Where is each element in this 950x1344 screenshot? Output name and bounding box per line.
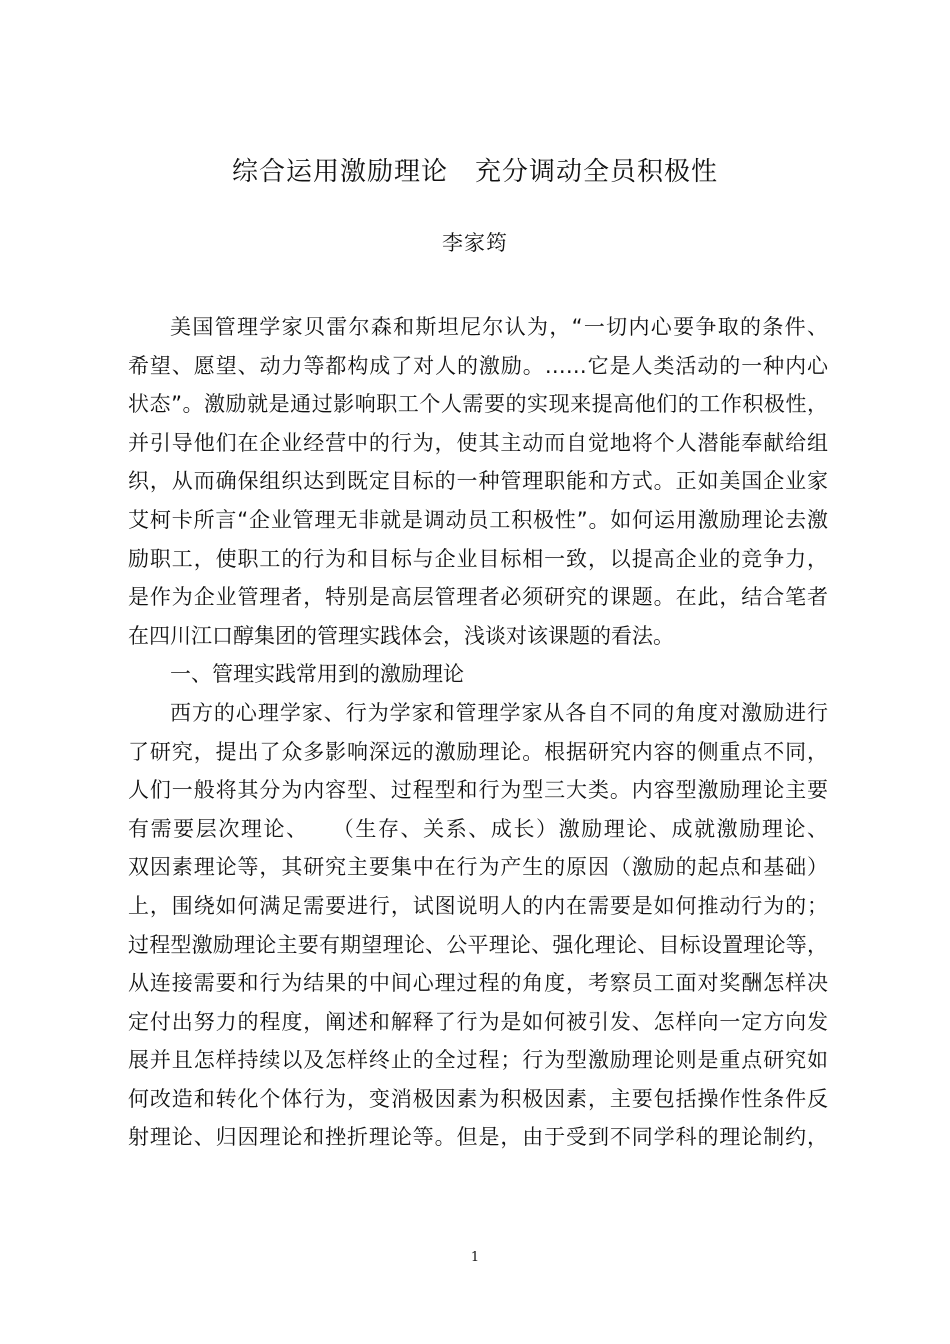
body-text-line: 上，围绕如何满足需要进行，试图说明人的内在需要是如何推动行为的； (128, 893, 828, 918)
document-title: 综合运用激励理论 充分调动全员积极性 (231, 157, 718, 187)
body-text-line: 织，从而确保组织达到既定目标的一种管理职能和方式。正如美国企业家 (128, 469, 828, 494)
body-text-line: 西方的心理学家、行为学家和管理学家从各自不同的角度对激励进行 (170, 700, 828, 725)
body-text-line: 定付出努力的程度，阐述和解释了行为是如何被引发、怎样向一定方向发 (128, 1009, 828, 1034)
body-text-line: 状态”。激励就是通过影响职工个人需要的实现来提高他们的工作积极性， (128, 392, 828, 417)
body-text-line: 励职工，使职工的行为和目标与企业目标相一致，以提高企业的竞争力， (128, 546, 828, 571)
body-text-line: 何改造和转化个体行为，变消极因素为积极因素，主要包括操作性条件反 (128, 1086, 828, 1111)
body-text-line: 在四川江口醇集团的管理实践体会，浅谈对该课题的看法。 (128, 623, 674, 648)
document-body (128, 308, 828, 1157)
body-text-line: 并引导他们在企业经营中的行为，使其主动而自觉地将个人潜能奉献给组 (128, 430, 828, 455)
body-text-line: 希望、愿望、动力等都构成了对人的激励。……它是人类活动的一种内心 (128, 353, 828, 378)
body-text-line: 是作为企业管理者，特别是高层管理者必须研究的课题。在此，结合笔者 (128, 585, 828, 610)
body-text-line: 过程型激励理论主要有期望理论、公平理论、强化理论、目标设置理论等， (128, 932, 828, 957)
body-text-line: 射理论、归因理论和挫折理论等。但是，由于受到不同学科的理论制约， (128, 1125, 828, 1150)
body-text-line: 双因素理论等，其研究主要集中在行为产生的原因（激励的起点和基础） (128, 855, 828, 880)
body-text-line: 展并且怎样持续以及怎样终止的全过程；行为型激励理论则是重点研究如 (128, 1048, 828, 1073)
body-text-line: 艾柯卡所言“企业管理无非就是调动员工积极性”。如何运用激励理论去激 (128, 507, 828, 532)
body-text-line: 人们一般将其分为内容型、过程型和行为型三大类。内容型激励理论主要 (128, 778, 828, 803)
page-number: 1 (470, 1250, 480, 1265)
body-text-line: 美国管理学家贝雷尔森和斯坦尼尔认为，“一切内心要争取的条件、 (170, 315, 828, 339)
section-heading: 一、管理实践常用到的激励理论 (170, 662, 464, 687)
body-text-line: 从连接需要和行为结果的中间心理过程的角度，考察员工面对奖酬怎样决 (128, 971, 828, 996)
document-author: 李家筠 (442, 231, 508, 255)
body-text-line: 了研究，提出了众多影响深远的激励理论。根据研究内容的侧重点不同， (128, 739, 828, 764)
body-text-line: 有需要层次理论、 （生存、关系、成长）激励理论、成就激励理论、 (128, 816, 828, 841)
